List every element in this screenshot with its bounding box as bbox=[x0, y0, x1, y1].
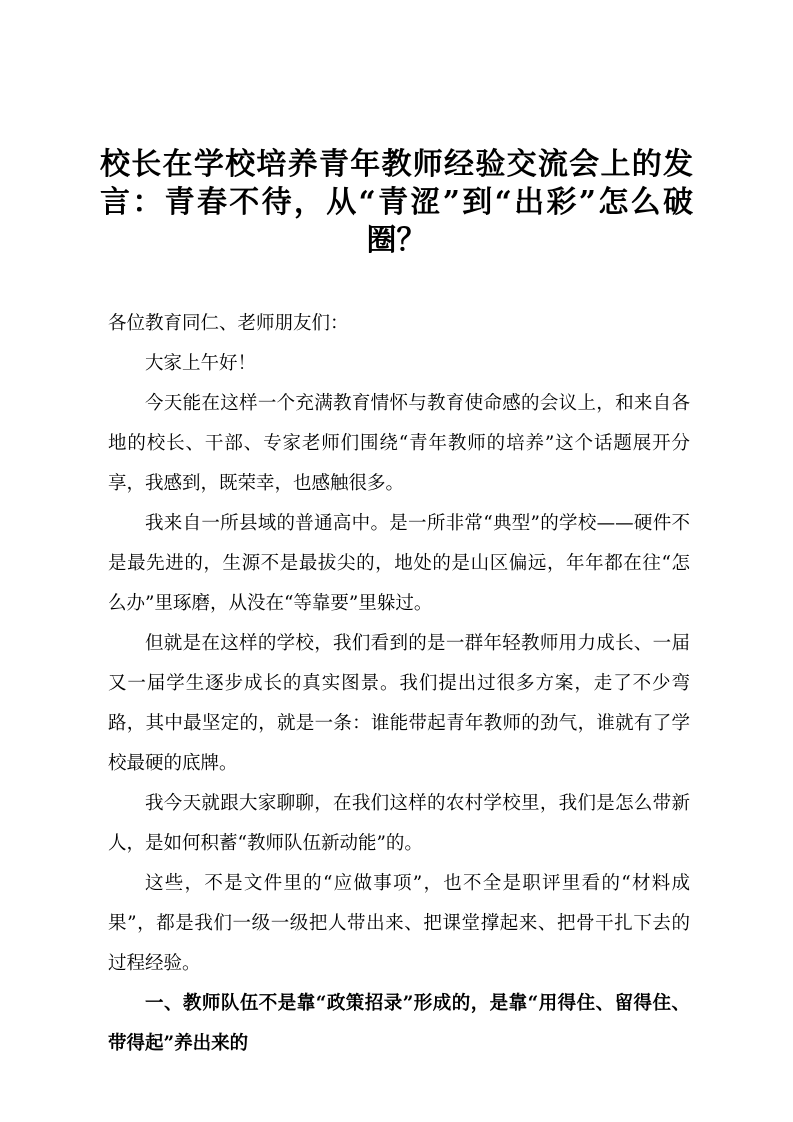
greeting-paragraph: 大家上午好！ bbox=[145, 353, 257, 374]
section-heading: 一、教师队伍不是靠“政策招录”形成的，是靠“用得住、留得住、带得起”养出来的 bbox=[108, 993, 690, 1054]
document-body bbox=[108, 304, 690, 1064]
body-paragraph: 今天能在这样一个充满教育情怀与教育使命感的会议上，和来自各地的校长、干部、专家老师们围绕“青年教师的培养”这个话题展开分享，我感到，既荣幸，也感触很多。 bbox=[108, 393, 690, 494]
salutation-paragraph: 各位教育同仁、老师朋友们： bbox=[108, 313, 349, 334]
body-paragraph: 但就是在这样的学校，我们看到的是一群年轻教师用力成长、一届又一届学生逐步成长的真实图景。我们提出过很多方案，走了不少弯路，其中最坚定的，就是一条：谁能带起青年教师的劲气，谁就有了学校最硬的底牌。 bbox=[108, 633, 690, 774]
document-title: 校长在学校培养青年教师经验交流会上的发言：青春不待，从“青涩”到“出彩”怎么破圈？ bbox=[100, 147, 693, 258]
body-paragraph: 我来自一所县域的普通高中。是一所非常“典型”的学校——硬件不是最先进的，生源不是最拔尖的，地处的是山区偏远，年年都在往“怎么办”里琢磨，从没在“等靠要”里躲过。 bbox=[108, 513, 690, 614]
body-paragraph: 这些，不是文件里的“应做事项”，也不全是职评里看的“材料成果”，都是我们一级一级把人带出来、把课堂撑起来、把骨干扎下去的过程经验。 bbox=[108, 873, 690, 974]
body-paragraph: 我今天就跟大家聊聊，在我们这样的农村学校里，我们是怎么带新人，是如何积蓄“教师队伍新动能”的。 bbox=[108, 793, 690, 854]
